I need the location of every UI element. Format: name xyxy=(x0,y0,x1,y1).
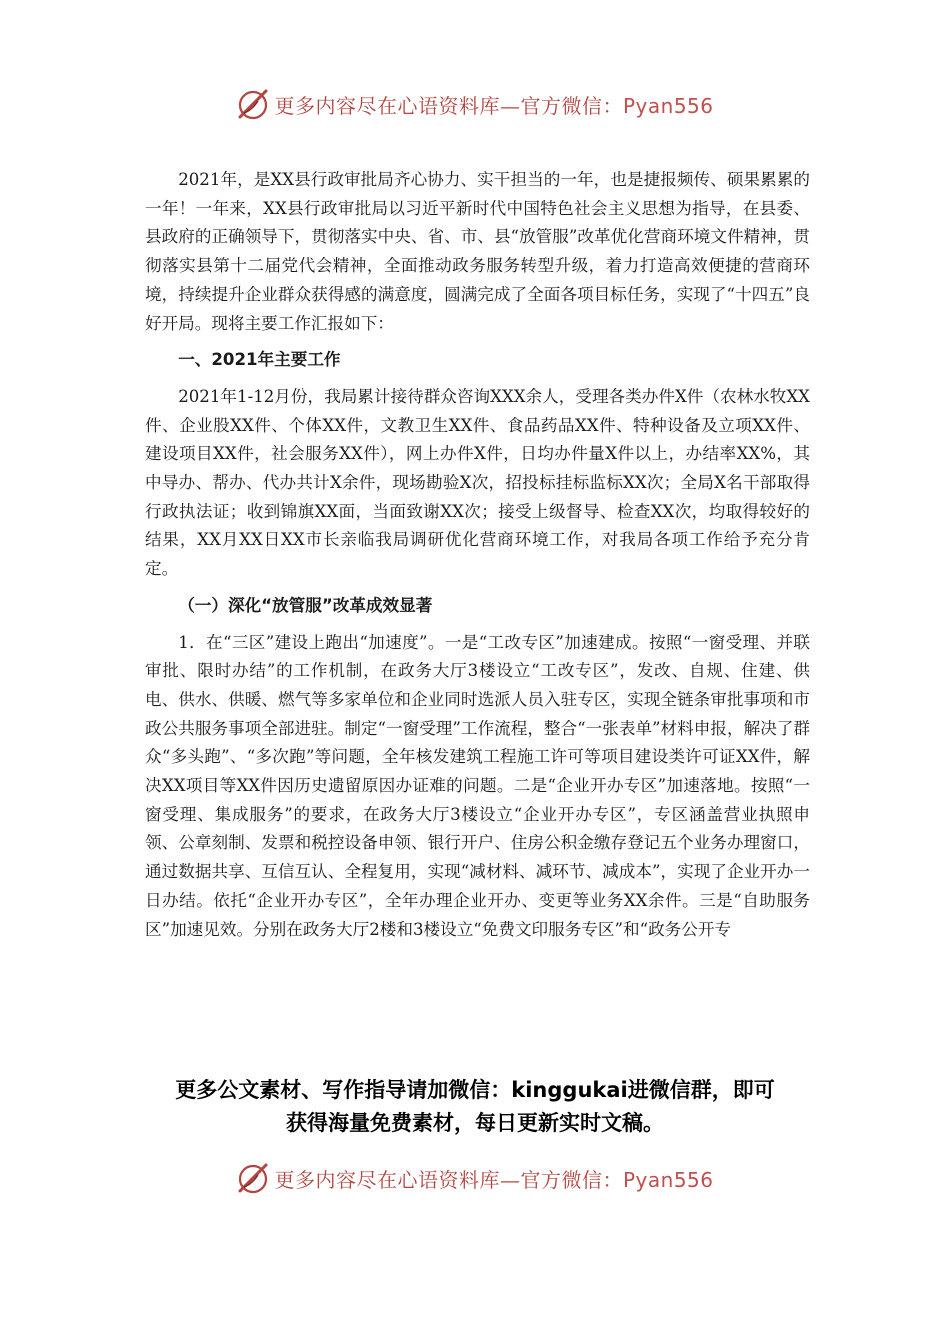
writing-brush-logo-icon xyxy=(236,87,270,121)
header-banner xyxy=(0,84,950,124)
section-heading: 一、2021年主要工作 xyxy=(178,350,341,370)
promo-note xyxy=(0,1074,950,1140)
banner-text xyxy=(274,90,713,119)
document-body xyxy=(145,166,810,944)
item-paragraph: 1．在“三区”建设上跑出“加速度”。一是“工改专区”加速建成。按照“一窗受理、并联审批、限时办结”的工作机制，在政务大厅3楼设立“工改专区”，发改、自规、住建、供电、供水、供暖、燃气等多家单位和企业同时选派人员入驻专区，实现全链条审批事项和市政公共服务事项全部进驻。制定“一窗受理”工作流程，整合“一张表单”材料申报，解决了群众“多头跑”、“多次跑”等问题，全年核发建筑工程施工许可等项目建设类许可证XX件，解决XX项目等XX件因历史遗留原因办证难的问题。二是“企业开办专区”加速落地。按照“一窗受理、集成服务”的要求，在政务大厅3楼设立“企业开办专区”，专区涵盖营业执照申领、公章刻制、发票和税控设备申领、银行开户、住房公积金缴存登记五个业务办理窗口，通过数据共享、互信互认、全程复用，实现“减材料、减环节、减成本”，实现了企业开办一日办结。依托“企业开办专区”，全年办理企业开办、变更等业务XX余件。三是“自助服务区”加速见效。分别在政务大厅2楼和3楼设立“免费文印服务专区”和“政务公开专 xyxy=(145,632,810,939)
footer-banner xyxy=(0,1158,950,1198)
promo-line-2: 获得海量免费素材，每日更新实时文稿。 xyxy=(286,1111,664,1135)
writing-brush-logo-icon xyxy=(236,1161,270,1195)
promo-line-1: 更多公文素材、写作指导请加微信：kinggukai进微信群，即可 xyxy=(175,1078,775,1102)
banner-caption: 更多内容尽在心语资料库—官方微信： xyxy=(274,93,623,118)
banner-text xyxy=(274,1164,713,1193)
summary-paragraph: 2021年1-12月份，我局累计接待群众咨询XXX余人，受理各类办件X件（农林水牧XX件、企业股XX件、个体XX件，文教卫生XX件、食品药品XX件、特种设备及立项XX件、建设项目XX件，社会服务XX件），网上办件X件，日均办件量X件以上，办结率XX%，其中导办、帮办、代办共计X余件，现场勘验X次，招投标挂标监标XX次；全局X名干部取得行政执法证；收到锦旗XX面，当面致谢XX次；接受上级督导、检查XX次，均取得较好的结果，XX月XX日XX市长亲临我局调研优化营商环境工作，对我局各项工作给予充分肯定。 xyxy=(145,386,810,579)
subsection-heading: （一）深化“放管服”改革成效显著 xyxy=(178,595,433,615)
banner-wechat-id: Pyan556 xyxy=(622,1167,714,1192)
intro-paragraph: 2021年，是XX县行政审批局齐心协力、实干担当的一年，也是捷报频传、硕果累累的一年！一年来，XX县行政审批局以习近平新时代中国特色社会主义思想为指导，在县委、县政府的正确领导下，贯彻落实中央、省、市、县“放管服”改革优化营商环境文件精神，贯彻落实县第十二届党代会精神，全面推动政务服务转型升级，着力打造高效便捷的营商环境，持续提升企业群众获得感的满意度，圆满完成了全面各项目标任务，实现了“十四五”良好开局。现将主要工作汇报如下： xyxy=(145,170,810,333)
banner-wechat-id: Pyan556 xyxy=(622,93,714,118)
banner-caption: 更多内容尽在心语资料库—官方微信： xyxy=(274,1167,623,1192)
